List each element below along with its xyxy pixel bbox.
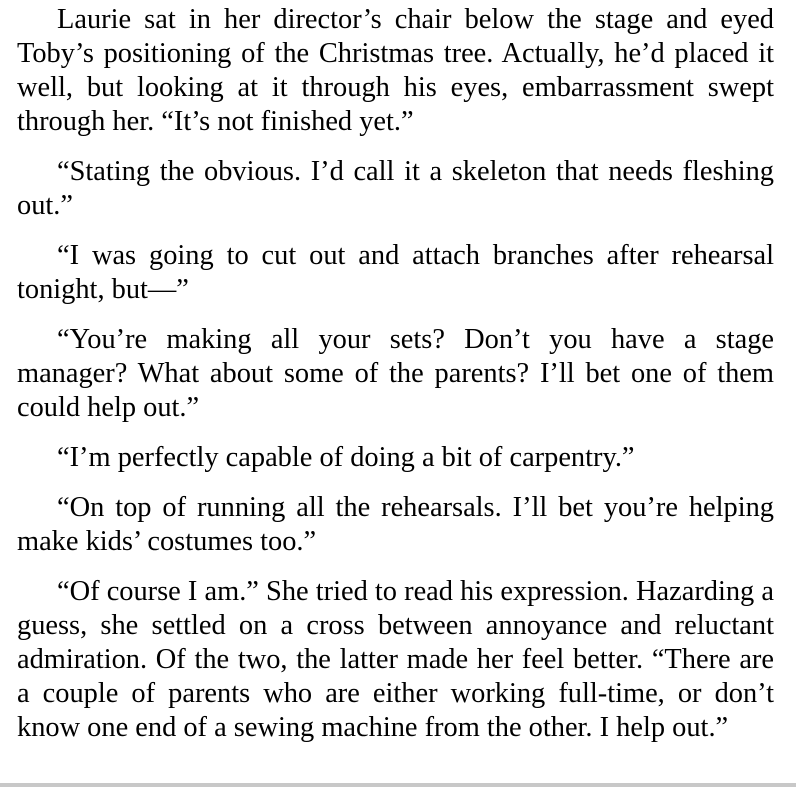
page-bottom-divider (0, 783, 796, 787)
paragraph: “I was going to cut out and attach branches after rehearsal tonight, but—” (17, 240, 774, 305)
paragraph: “On top of running all the rehearsals. I’ll bet you’re helping make kids’ costumes too.” (17, 492, 774, 557)
paragraph: “I’m perfectly capable of doing a bit of carpentry.” (57, 442, 635, 473)
paragraph: “You’re making all your sets? Don’t you have a stage manager? What about some of the parents? I’ll bet one of them could help out.” (17, 324, 774, 423)
paragraph: Laurie sat in her director’s chair below the stage and eyed Toby’s positioning of the Christmas tree. Actually, he’d placed it well, but looking at it through his eyes, embarrassment swept through her. “It’s not finished yet.” (17, 4, 774, 137)
paragraph: “Of course I am.” She tried to read his expression. Hazarding a guess, she settled on a cross between annoyance and reluctant admiration. Of the two, the latter made her feel better. “There are a couple of parents who are either working full-time, or don’t know one end of a sewing machine from the other. I help out.” (17, 576, 774, 743)
paragraph: “Stating the obvious. I’d call it a skeleton that needs fleshing out.” (17, 156, 774, 221)
